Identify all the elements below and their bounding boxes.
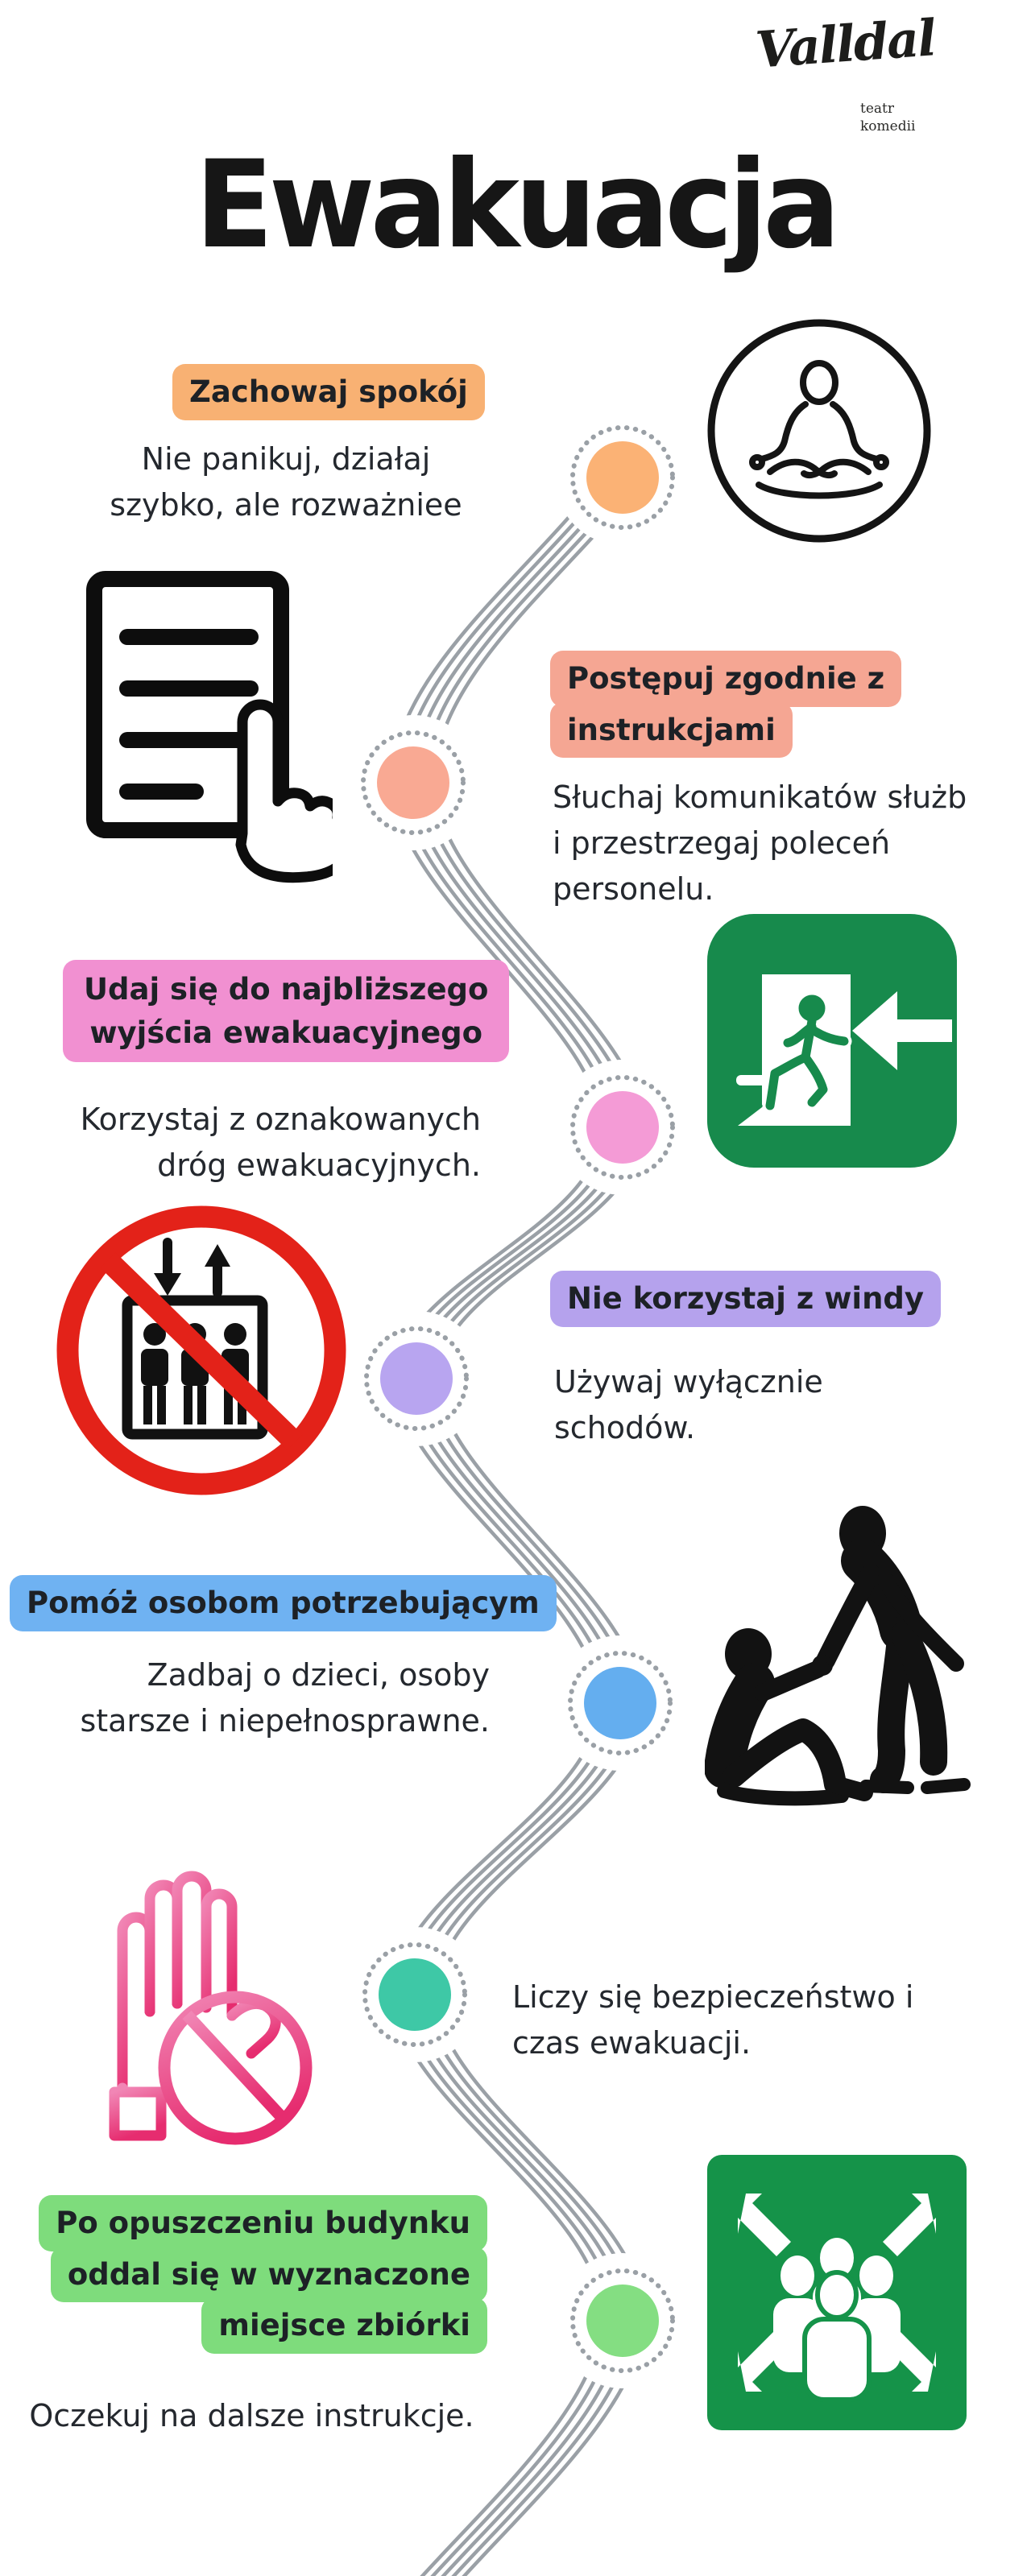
step-1-body-line2: szybko, ale rozważniee [110, 487, 462, 523]
step-3-body-line2: dróg ewakuacyjnych. [157, 1147, 481, 1183]
step-3-badge-line2: wyjścia ewakuacyjnego [89, 1015, 483, 1050]
step-3-body [0, 1097, 481, 1189]
step-2-body-line3: personelu. [553, 871, 714, 907]
step-2-badge-line1: Postępuj zgodnie z [550, 651, 901, 707]
timeline-node-6 [379, 1958, 451, 2031]
step-1-body-line1: Nie panikuj, działaj [141, 441, 431, 477]
meditation-icon [702, 314, 936, 548]
step-1-badge: Zachowaj spokój [172, 364, 485, 420]
step-4-body [554, 1359, 1005, 1451]
timeline-node-1 [586, 441, 659, 514]
logo [753, 8, 997, 135]
assembly-point-icon [707, 2155, 967, 2430]
no-elevator-icon [47, 1196, 357, 1506]
document-instructions-icon [83, 568, 333, 898]
logo-subtitle-line2: komedii [860, 118, 916, 135]
emergency-exit-icon [707, 914, 957, 1168]
step-5-body-line2: starsze i niepełnosprawne. [80, 1703, 490, 1739]
step-2-body [553, 775, 1020, 912]
timeline-node-7 [586, 2284, 659, 2357]
logo-subtitle-line1: teatr [860, 101, 894, 117]
helping-people-icon [705, 1496, 979, 1810]
step-3-badge [63, 960, 509, 1062]
page-title: Ewakuacja [195, 135, 836, 275]
timeline-node-5 [584, 1667, 656, 1739]
step-4-body-line2: schodów. [554, 1410, 696, 1445]
step-4-badge: Nie korzystaj z windy [550, 1271, 941, 1327]
step-5-body [0, 1652, 490, 1744]
step-2-body-line1: Słuchaj komunikatów służb [553, 779, 967, 815]
step-7-badge-line3: miejsce zbiórki [201, 2297, 487, 2354]
step-6-body [512, 1974, 1012, 2066]
step-7-body [0, 2393, 503, 2439]
step-2-body-line2: i przestrzegaj poleceń [553, 825, 891, 861]
step-3-badge-line1: Udaj się do najbliższego [84, 972, 489, 1007]
step-5-badge: Pomóż osobom potrzebującym [10, 1575, 557, 1631]
step-4-body-line1: Używaj wyłącznie [554, 1364, 823, 1400]
timeline-node-3 [586, 1091, 659, 1164]
step-5-body-line1: Zadbaj o dzieci, osoby [147, 1657, 490, 1693]
step-7-badge-line1: Po opuszczeniu budynku [39, 2195, 487, 2251]
step-1-body [77, 436, 495, 528]
logo-brand-text: Valldal [753, 8, 938, 80]
step-3-body-line1: Korzystaj z oznakowanych [80, 1102, 481, 1137]
timeline-node-4 [380, 1342, 453, 1415]
step-7-badge-line2: oddal się w wyznaczone [51, 2247, 487, 2303]
step-6-body-line1: Liczy się bezpieczeństwo i [512, 1979, 914, 2015]
step-2-badge [550, 651, 901, 758]
step-2-badge-line2: instrukcjami [550, 702, 793, 759]
step-6-body-line2: czas ewakuacji. [512, 2025, 752, 2061]
step-7-badge [39, 2195, 487, 2354]
timeline-node-2 [377, 746, 449, 819]
no-pushing-hand-icon [98, 1810, 320, 2148]
step-7-body-line1: Oczekuj na dalsze instrukcje. [29, 2398, 474, 2433]
